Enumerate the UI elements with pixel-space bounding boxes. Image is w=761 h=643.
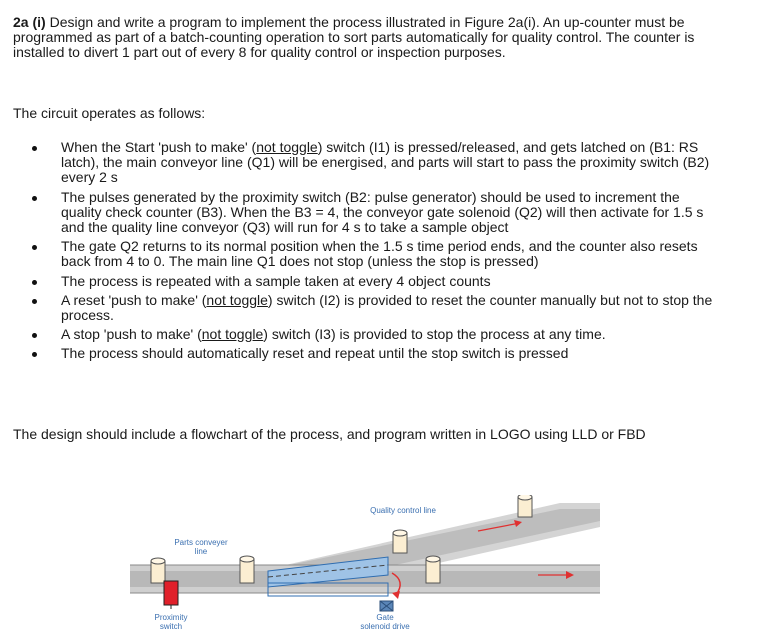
proximity-switch [164, 581, 178, 605]
quality-line-label: Quality control line [370, 506, 436, 515]
question-intro [13, 15, 713, 61]
part [393, 530, 407, 553]
figure-2a-conveyor [130, 495, 600, 638]
gate-solenoid-label: Gate solenoid drive [360, 613, 410, 631]
bullet-item: The gate Q2 returns to its normal position when the 1.5 s time period ends, and the counter also resets back from 4 to 0. The main line Q1 does not stop (unless the stop is pressed) [28, 239, 718, 269]
part [518, 495, 532, 517]
bullet-item: A stop 'push to make' (not toggle) switch (I3) is provided to stop the process at any time. [28, 327, 718, 342]
bullet-item: The pulses generated by the proximity switch (B2: pulse generator) should be used to increment the quality check counter (B3). When the B3 = 4, the conveyor gate solenoid (Q2) will then activate for 1.5 s and the quality line conveyor (Q3) will run for 4 s to take a sample object [28, 190, 718, 236]
not-toggle-underline: not toggle [201, 326, 264, 343]
part [426, 556, 440, 583]
bullet-item: The process is repeated with a sample taken at every 4 object counts [28, 274, 718, 289]
parts-conveyor-label: Parts conveyer line [174, 538, 228, 556]
design-note: The design should include a flowchart of the process, and program written in LOGO using LLD or FBD [13, 426, 646, 442]
question-number: 2a (i) [13, 14, 46, 30]
bullet-item: When the Start 'push to make' (not toggle) switch (I1) is pressed/released, and gets latched on (B1: RS latch), the main conveyor line (Q1) will be energised, and parts will start to pass the proximity switch (B2) every 2 s [28, 140, 718, 186]
part [151, 558, 165, 583]
bullet-item: The process should automatically reset and repeat until the stop switch is pressed [28, 346, 718, 361]
operation-list [28, 140, 718, 366]
intro-text: Design and write a program to implement the process illustrated in Figure 2a(i). An up-counter must be programmed as part of a batch-counting operation to sort parts automatically for quality control. The counter is installed to divert 1 part out of every 8 for quality control or inspection purposes. [13, 14, 695, 61]
proximity-switch-label: Proximity switch [154, 613, 188, 631]
part [240, 556, 254, 583]
not-toggle-underline: not toggle [206, 291, 268, 308]
not-toggle-underline: not toggle [256, 139, 318, 155]
bullet-item: A reset 'push to make' (not toggle) switch (I2) is provided to reset the counter manually but not to stop the process. [28, 293, 718, 323]
operates-heading: The circuit operates as follows: [13, 105, 206, 121]
